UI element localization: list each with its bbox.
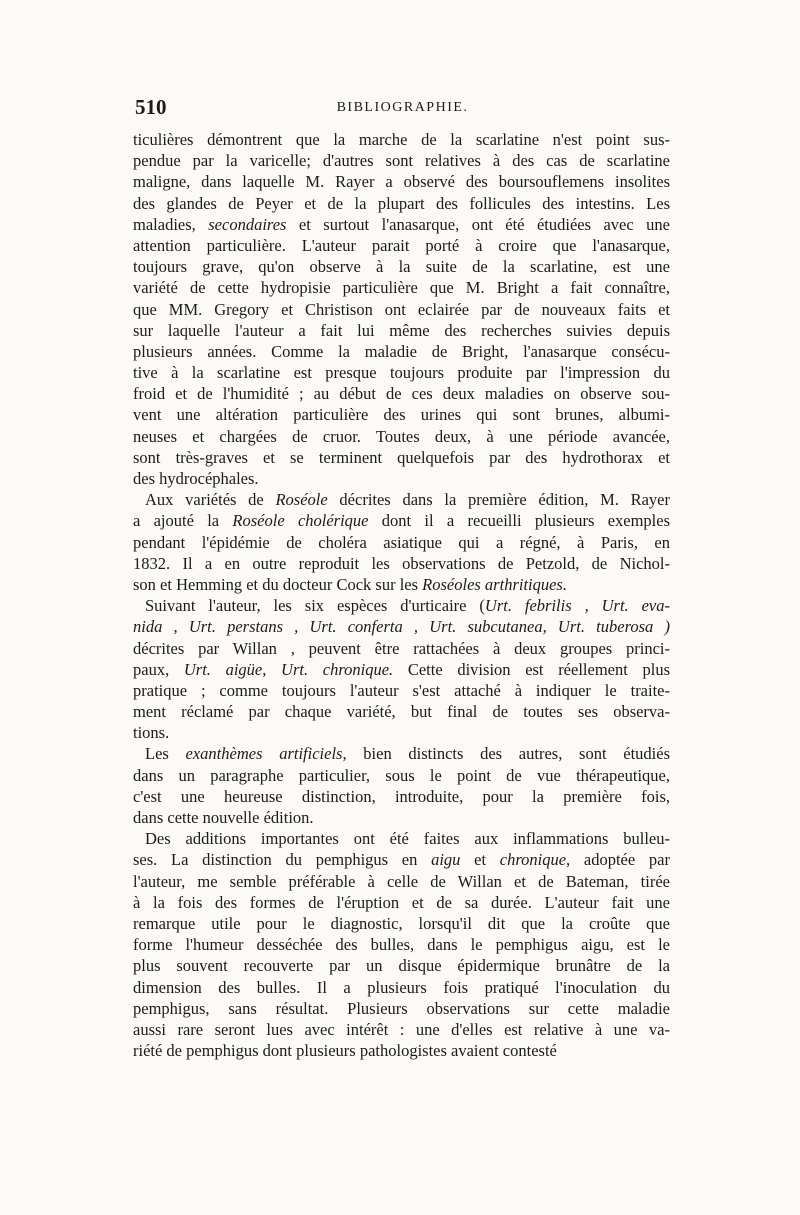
text-line <box>133 807 670 828</box>
text-line <box>133 892 670 913</box>
text-line <box>133 616 670 637</box>
italic-term: secondaires <box>208 214 287 234</box>
text-run: des hydrocéphales. <box>133 469 259 488</box>
text-run: dimension des bulles. Il a plusieurs fois pratiqué l'inoculation du <box>133 977 670 997</box>
text-run: tions. <box>133 723 170 743</box>
text-line <box>133 998 670 1019</box>
text-run: des glandes de Peyer et de la plupart des follicules des intestins. Les <box>133 193 670 213</box>
text-line <box>133 934 670 955</box>
text-line <box>133 1019 670 1040</box>
text-line <box>133 553 670 574</box>
text-run: Aux variétés de <box>145 490 276 510</box>
text-run: a ajouté la <box>133 511 233 531</box>
text-run: et <box>460 850 500 870</box>
text-line <box>133 214 670 235</box>
text-run: pemphigus, sans résultat. Plusieurs observations sur cette maladie <box>133 998 670 1018</box>
body-text <box>133 129 670 1061</box>
text-run: c'est une heureuse distinction, introduite, pour la première fois, <box>133 786 670 806</box>
text-run: dans un paragraphe particulier, sous le point de vue thérapeutique, <box>133 765 670 785</box>
text-run: adoptée par <box>570 850 670 870</box>
text-run: pratique ; comme toujours l'auteur s'est attaché à indiquer le traite- <box>133 680 670 700</box>
text-line <box>133 171 670 192</box>
text-line <box>133 532 670 553</box>
text-run: riété de pemphigus dont plusieurs pathologistes avaient contesté <box>133 1041 557 1061</box>
text-run: ses. La distinction du pemphigus en <box>133 850 432 870</box>
text-run: toujours grave, qu'on observe à la suite de la scarlatine, est une <box>133 257 670 277</box>
text-line <box>133 235 670 256</box>
text-line <box>133 871 670 892</box>
text-run: 1832. Il a en outre reproduit les observations de Petzold, de Nichol- <box>133 553 670 573</box>
text-run: plusieurs années. Comme la maladie de Bright, l'anasarque consécu- <box>133 341 670 361</box>
italic-term: exanthèmes artificiels <box>185 744 343 764</box>
text-line <box>133 849 670 870</box>
text-line <box>133 320 670 341</box>
text-run: maligne, dans laquelle M. Rayer a observé des boursouflemens insolites <box>133 172 670 192</box>
text-line <box>133 299 670 320</box>
text-line <box>133 1040 670 1061</box>
italic-term: Roséoles arthritiques. <box>422 574 567 594</box>
text-run: attention particulière. L'auteur parait porté à croire que l'anasarque, <box>133 235 670 255</box>
text-line <box>133 977 670 998</box>
text-line <box>133 765 670 786</box>
text-line <box>133 447 670 468</box>
text-run: l'auteur, me semble préférable à celle de Willan et de Bateman, tirée <box>133 871 670 891</box>
text-line <box>133 913 670 934</box>
text-run: paux, <box>133 659 184 679</box>
text-line <box>133 680 670 701</box>
text-run: pendant l'épidémie de choléra asiatique qui a régné, à Paris, en <box>133 532 670 552</box>
text-line <box>133 574 670 595</box>
text-line <box>133 193 670 214</box>
text-run: ticulières démontrent que la marche de la scarlatine n'est point sus- <box>133 130 670 149</box>
text-run: maladies, <box>133 214 209 234</box>
text-run: pendue par la varicelle; d'autres sont relatives à des cas de scarlatine <box>133 151 670 171</box>
text-run: neuses et chargées de cruor. Toutes deux, à une période avancée, <box>133 426 670 446</box>
running-title: BIBLIOGRAPHIE. <box>336 100 469 115</box>
page-header <box>135 95 670 121</box>
italic-term: chronique, <box>499 850 571 870</box>
text-run: forme l'humeur desséchée des bulles, dans le pemphigus aigu, est le <box>133 935 670 955</box>
text-line <box>133 426 670 447</box>
italic-term: Urt. aigüe, Urt. chronique. <box>183 659 394 679</box>
text-run: Cette division est réellement plus <box>393 659 670 679</box>
text-line <box>133 659 670 680</box>
text-run: plus souvent recouverte par un disque épidermique brunâtre de la <box>133 956 670 976</box>
text-line <box>133 489 670 510</box>
text-line <box>133 256 670 277</box>
italic-term: Roséole <box>275 490 328 510</box>
text-run: à la fois des formes de l'éruption et de sa durée. L'auteur fait une <box>133 892 670 912</box>
text-run: sur laquelle l'auteur a fait lui même des recherches suivies depuis <box>133 320 670 340</box>
text-run: Suivant l'auteur, les six espèces d'urticaire ( <box>145 596 485 616</box>
text-line <box>133 786 670 807</box>
text-run: décrites dans la première édition, M. Rayer <box>327 490 670 510</box>
text-line <box>133 129 670 150</box>
italic-term: Roséole cholérique <box>232 511 369 531</box>
text-line <box>133 722 670 743</box>
text-line <box>133 383 670 404</box>
text-run: , bien distincts des autres, sont étudiés <box>342 744 670 764</box>
text-line <box>133 468 670 489</box>
text-line <box>133 828 670 849</box>
text-line <box>133 743 670 764</box>
text-run: vent une altération particulière des urines qui sont brunes, albumi- <box>133 405 670 425</box>
text-line <box>133 510 670 531</box>
text-line <box>133 638 670 659</box>
italic-term: nida , Urt. perstans , Urt. conferta , Urt. subcutanea, Urt. tuberosa ) <box>133 617 670 637</box>
text-line <box>133 277 670 298</box>
text-run: remarque utile pour le diagnostic, lorsqu'il dit que la croûte que <box>133 913 670 933</box>
text-run: Des additions importantes ont été faites aux inflammations bulleu- <box>145 829 670 849</box>
text-run: ment réclamé par chaque variété, but final de toutes ses observa- <box>133 702 670 722</box>
text-run: tive à la scarlatine est presque toujours produite par l'impression du <box>133 363 670 383</box>
italic-term: Urt. febrilis , Urt. eva- <box>484 596 670 616</box>
page-number: 510 <box>135 95 167 119</box>
text-run: dont il a recueilli plusieurs exemples <box>368 511 670 531</box>
text-run: dans cette nouvelle édition. <box>133 808 314 827</box>
text-run: et surtout l'anasarque, ont été étudiées avec une <box>286 214 670 234</box>
text-line <box>133 955 670 976</box>
text-run: froid et de l'humidité ; au début de ces deux maladies on observe sou- <box>133 384 670 404</box>
text-run: Les <box>145 744 186 764</box>
italic-term: aigu <box>431 850 461 870</box>
text-line <box>133 701 670 722</box>
text-run: sont très-graves et se terminent quelquefois par des hydrothorax et <box>133 447 670 467</box>
text-run: que MM. Gregory et Christison ont eclairée par de nouveaux faits et <box>133 299 670 319</box>
text-run: variété de cette hydropisie particulière que M. Bright a fait connaître, <box>133 278 670 298</box>
text-line <box>133 150 670 171</box>
text-run: son et Hemming et du docteur Cock sur les <box>133 574 423 594</box>
text-line <box>133 362 670 383</box>
text-run: aussi rare seront lues avec intérêt : une d'elles est relative à une va- <box>133 1019 670 1039</box>
text-run: décrites par Willan , peuvent être rattachées à deux groupes princi- <box>133 638 670 658</box>
text-line <box>133 595 670 616</box>
text-line <box>133 404 670 425</box>
text-line <box>133 341 670 362</box>
